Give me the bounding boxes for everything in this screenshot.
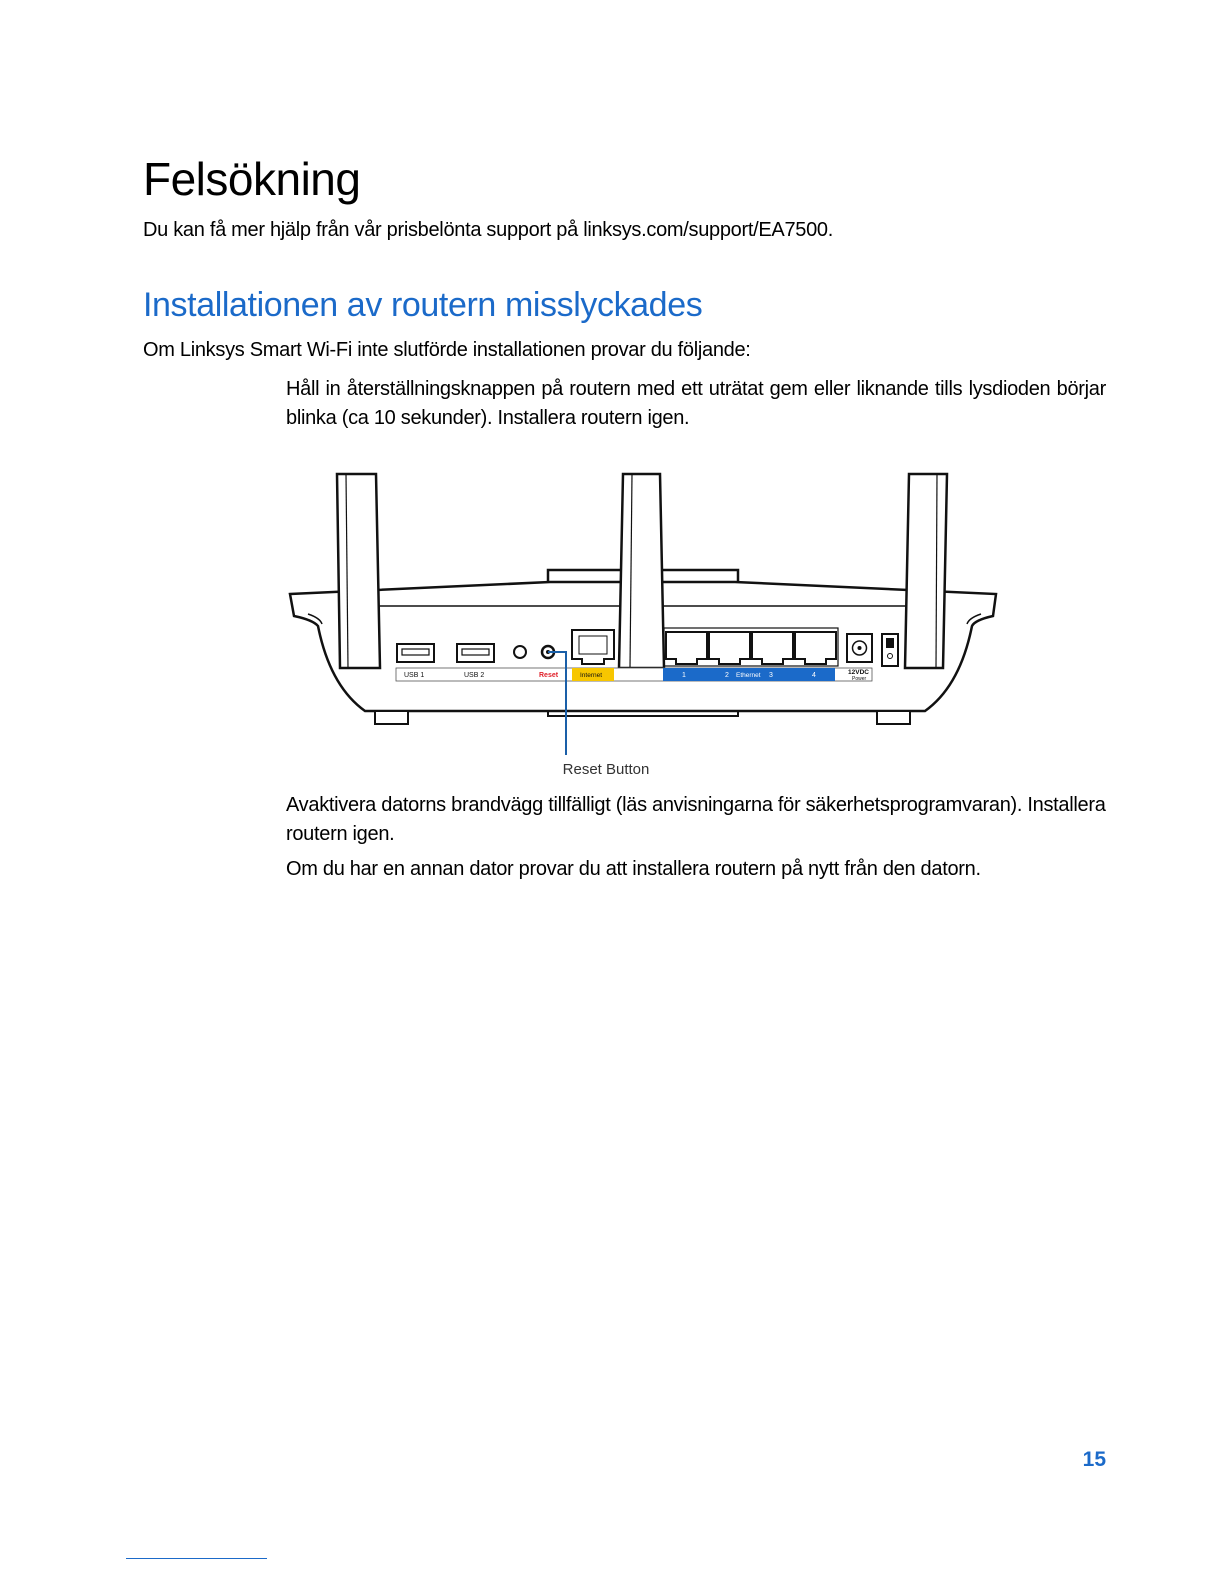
usb2-label: USB 2: [464, 672, 485, 679]
eth3-label: 3: [769, 672, 773, 679]
reset-callout-label: Reset Button: [562, 761, 650, 778]
ethernet-port-1: [666, 632, 707, 664]
power-label: Power: [852, 676, 867, 682]
ethernet-label: Ethernet: [736, 672, 761, 679]
section-lead: Om Linksys Smart Wi-Fi inte slutförde installationen provar du följande:: [143, 339, 751, 361]
router-foot-right: [877, 711, 910, 724]
reset-label: Reset: [539, 672, 559, 679]
ethernet-port-2: [709, 632, 750, 664]
router-back-illustration: [280, 468, 1010, 788]
support-intro: Du kan få mer hjälp från vår prisbelönta support på linksys.com/support/EA7500.: [143, 219, 834, 241]
eth1-label: 1: [682, 672, 686, 679]
power-voltage-label: 12VDC: [848, 669, 869, 676]
usb1-label: USB 1: [404, 672, 425, 679]
antenna-center: [619, 474, 664, 668]
eth4-label: 4: [812, 672, 816, 679]
wps-button: [514, 646, 526, 658]
antenna-left: [337, 474, 380, 668]
ethernet-port-3: [752, 632, 793, 664]
ethernet-port-4: [795, 632, 836, 664]
section-heading: Installationen av routern misslyckades: [143, 286, 703, 324]
antenna-right: [905, 474, 947, 668]
step-other-computer: Om du har en annan dator provar du att installera routern på nytt från den datorn.: [286, 858, 981, 880]
eth2-label: 2: [725, 672, 729, 679]
page-title: Felsökning: [143, 153, 361, 205]
step-reset-router: Håll in återställningsknappen på routern med ett uträtat gem eller liknande tills lysdioden börjar blinka (ca 10 sekunder). Installera routern igen.: [286, 378, 1106, 429]
step-disable-firewall: Avaktivera datorns brandvägg tillfälligt (läs anvisningarna för säkerhetsprogramvaran). Installera routern igen.: [286, 794, 1106, 845]
internet-label: Internet: [580, 672, 603, 679]
page-number: 15: [1082, 1448, 1106, 1471]
router-foot-left: [375, 711, 408, 724]
footer-rule: [126, 1558, 267, 1559]
